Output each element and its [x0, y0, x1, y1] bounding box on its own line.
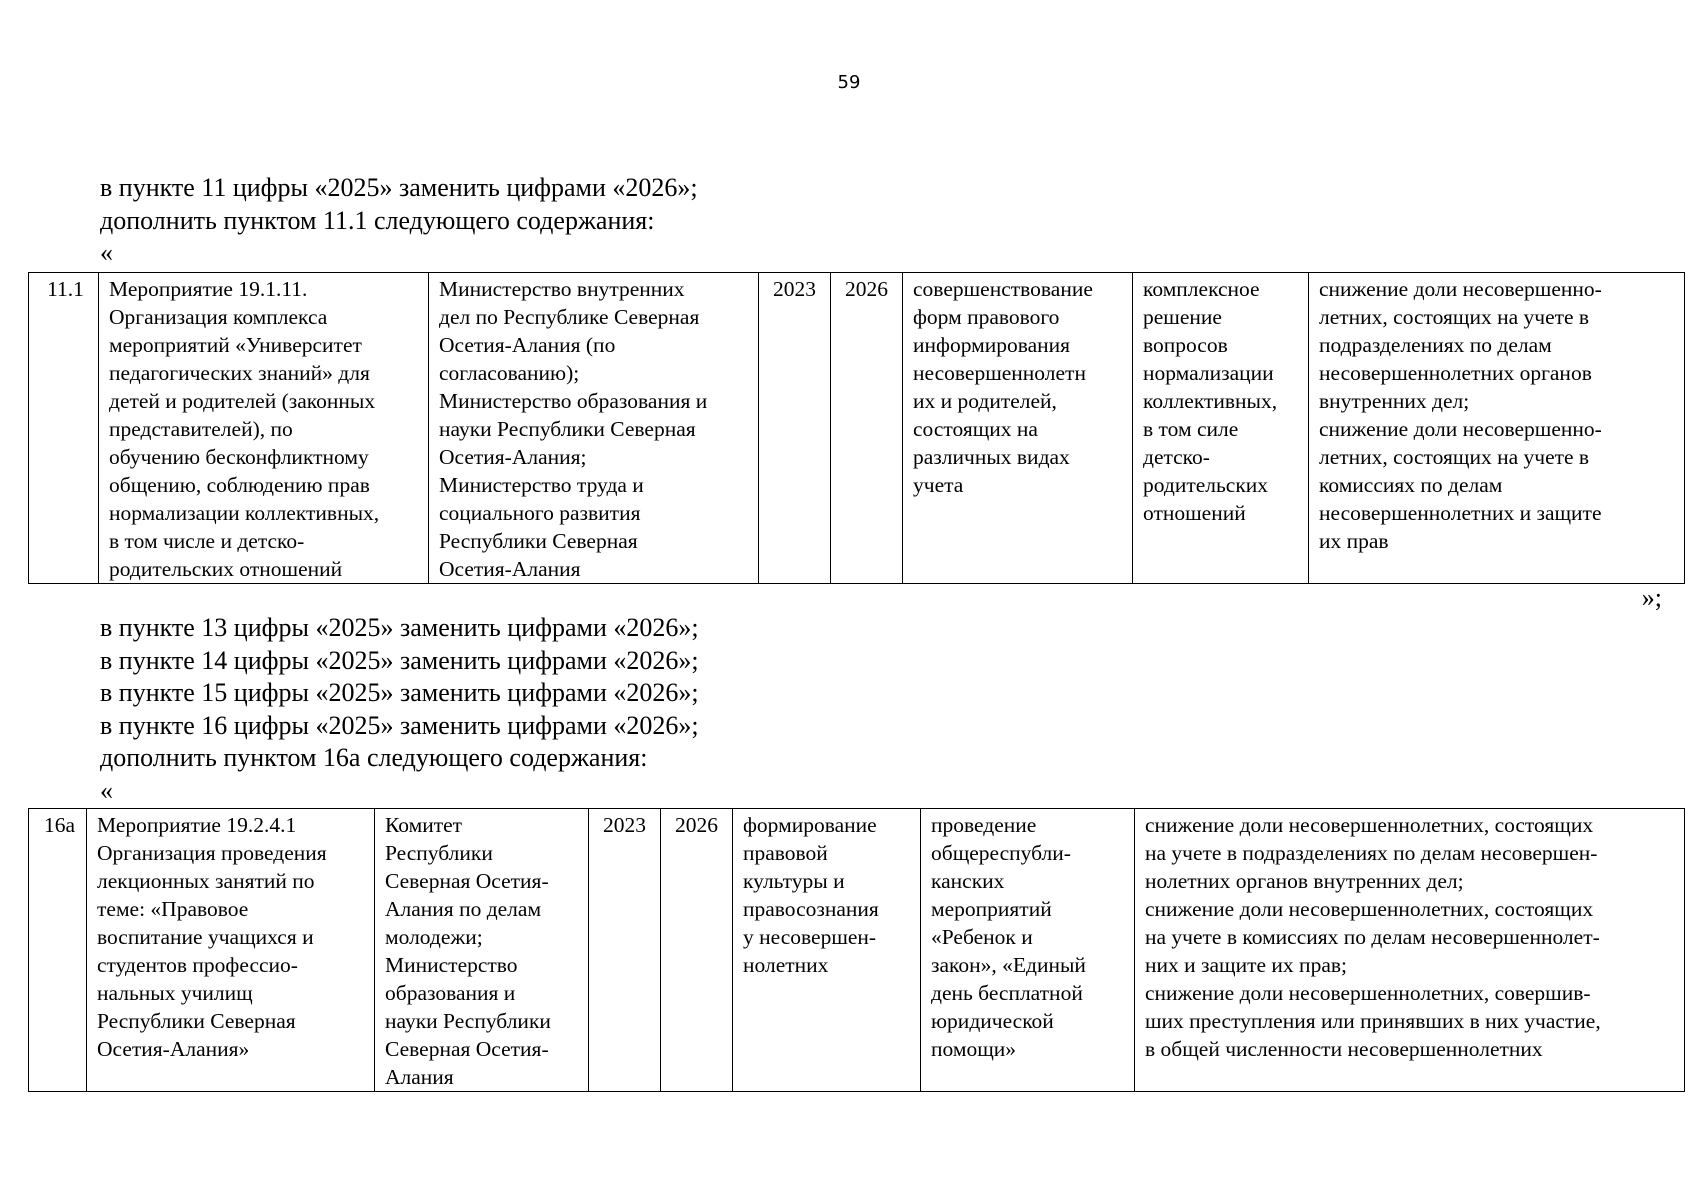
amendment-line: в пункте 14 цифры «2025» заменить цифрами «2026»; — [100, 645, 699, 675]
amendment-line: дополнить пунктом 11.1 следующего содержания: — [100, 205, 655, 235]
amendment-table-16a — [28, 808, 1685, 1092]
table-row — [29, 273, 1685, 584]
directions-cell: комплексное решение вопросов нормализации коллективных, в том силе детско- родительских отношений — [1133, 273, 1309, 584]
year-end-cell: 2026 — [661, 809, 733, 1092]
table-row — [29, 809, 1685, 1092]
amendment-line: в пункте 16 цифры «2025» заменить цифрами «2026»; — [100, 710, 699, 740]
amendment-text-block-1 — [100, 172, 698, 270]
year-start-cell: 2023 — [759, 273, 831, 584]
amendment-table-11-1 — [28, 272, 1685, 584]
event-cell: Мероприятие 19.1.11. Организация комплекса мероприятий «Университет педагогических знаний» для детей и родителей (законных представителей), по обучению бесконфликтному общению, соблюдению прав нормализации коллективных, в том числе и детско- родительских отношений — [99, 273, 429, 584]
result-cell: формирование правовой культуры и правосознания у несовершен- нолетних — [733, 809, 921, 1092]
year-end-cell: 2026 — [831, 273, 903, 584]
amendment-text-block-2 — [100, 612, 699, 807]
page-number: 59 — [837, 72, 861, 93]
event-cell: Мероприятие 19.2.4.1 Организация проведения лекционных занятий по теме: «Правовое воспитание учащихся и студентов профессио- нальных училищ Республики Северная Осетия-Алания» — [87, 809, 375, 1092]
executors-cell: Министерство внутренних дел по Республике Северная Осетия-Алания (по согласованию); Министерство образования и науки Республики Северная Осетия-Алания; Министерство труда и социального развития Республики Северная Осетия-Алания — [429, 273, 759, 584]
item-number-cell: 16а — [29, 809, 87, 1092]
amendment-line: в пункте 15 цифры «2025» заменить цифрами «2026»; — [100, 678, 699, 707]
item-number-cell: 11.1 — [29, 273, 99, 584]
amendment-line: в пункте 11 цифры «2025» заменить цифрами «2026»; — [100, 173, 698, 202]
result-cell: совершенствование форм правового информирования несовершеннолетн их и родителей, состоящих на различных видах учета — [903, 273, 1133, 584]
opening-quote: « — [100, 775, 113, 805]
indicators-cell: снижение доли несовершеннолетних, состоящих на учете в подразделениях по делам несовершен- нолетних органов внутренних дел; снижение доли несовершеннолетних, состоящих на учете в комиссиях по делам несовершеннолет- них и защите их прав; снижение доли несовершеннолетних, совершив- ших преступления или принявших в них участие, в общей численности несовершеннолетних — [1135, 809, 1685, 1092]
closing-quote: »; — [1641, 583, 1662, 612]
directions-cell: проведение общереспубли- канских мероприятий «Ребенок и закон», «Единый день бесплатной юридической помощи» — [921, 809, 1135, 1092]
indicators-cell: снижение доли несовершенно- летних, состоящих на учете в подразделениях по делам несовершеннолетних органов внутренних дел; снижение доли несовершенно- летних, состоящих на учете в комиссиях по делам несовершеннолетних и защите их прав — [1309, 273, 1685, 584]
year-start-cell: 2023 — [589, 809, 661, 1092]
amendment-line: в пункте 13 цифры «2025» заменить цифрами «2026»; — [100, 613, 699, 642]
executors-cell: Комитет Республики Северная Осетия- Алания по делам молодежи; Министерство образования и науки Республики Северная Осетия- Алания — [375, 809, 589, 1092]
amendment-line: дополнить пунктом 16а следующего содержания: — [100, 743, 648, 772]
opening-quote: « — [100, 238, 113, 267]
